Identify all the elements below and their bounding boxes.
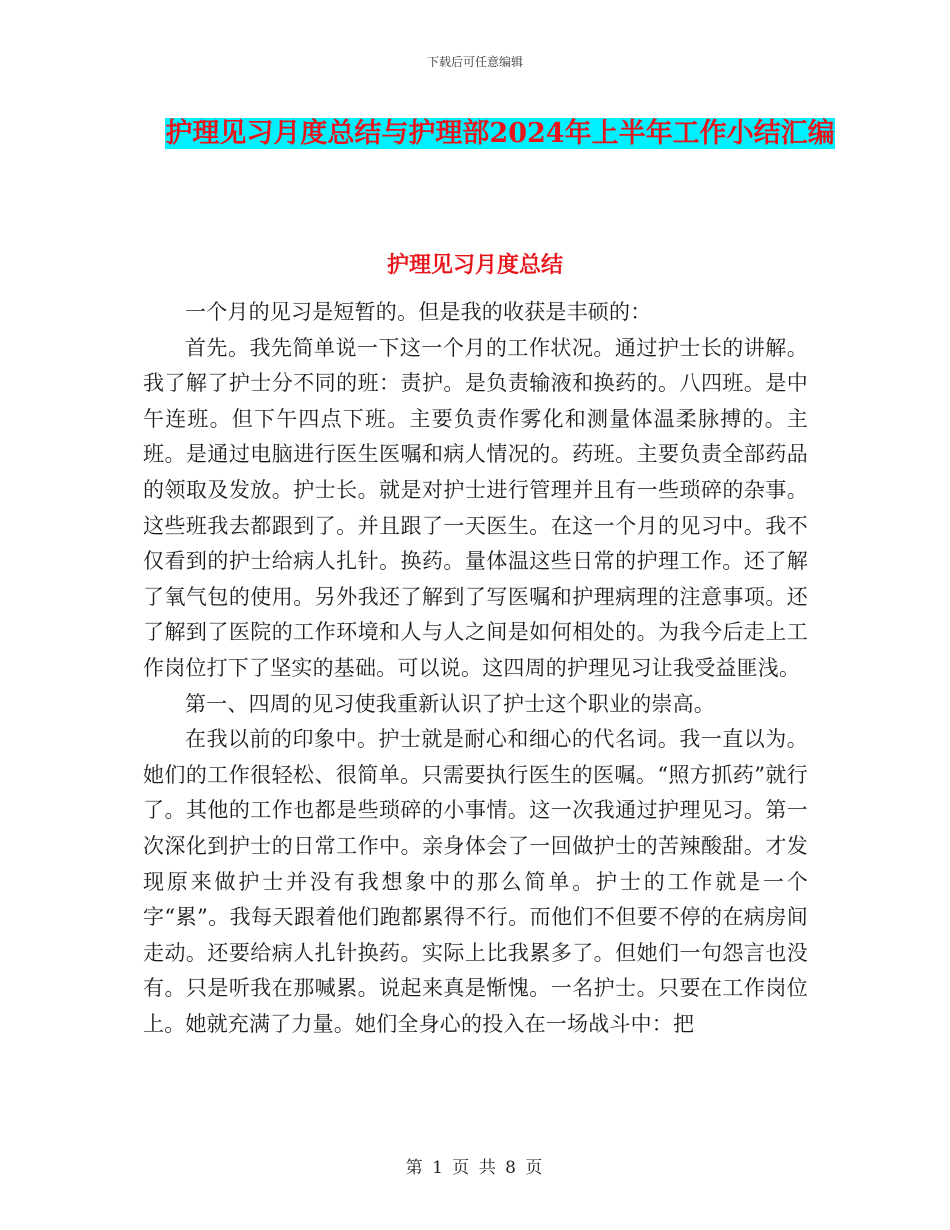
document-title <box>140 112 860 155</box>
page-header-note: 下载后可任意编辑 <box>426 55 523 69</box>
paragraph: 一个月的见习是短暂的。但是我的收获是丰硕的： <box>185 300 652 324</box>
body-text <box>143 295 808 1042</box>
section-title: 护理见习月度总结 <box>386 252 563 278</box>
paragraph: 在我以前的印象中。护士就是耐心和细心的代名词。我一直以为。她们的工作很轻松、很简单。只需要执行医生的医嘱。“照方抓药”就行了。其他的工作也都是些琐碎的小事情。这一次我通过护理见习。第一次深化到护士的日常工作中。亲身体会了一回做护士的苦辣酸甜。才发现原来做护士并没有我想象中的那么简单。护士的工作就是一个字“累”。我每天跟着他们跑都累得不行。而他们不但要不停的在病房间走动。还要给病人扎针换药。实际上比我累多了。但她们一句怨言也没有。只是听我在那喊累。说起来真是惭愧。一名护士。只要在工作岗位上。她就充满了力量。她们全身心的投入在一场战斗中：把 <box>143 727 808 1036</box>
document-title-text: 护理见习月度总结与护理部2024年上半年工作小结汇编 <box>165 118 835 149</box>
page-footer: 第 1 页 共 8 页 <box>405 1158 545 1178</box>
paragraph: 第一、四周的见习使我重新认识了护士这个职业的崇高。 <box>185 691 715 716</box>
paragraph: 首先。我先简单说一下这一个月的工作状况。通过护士长的讲解。我了解了护士分不同的班：责护。是负责输液和换药的。八四班。是中午连班。但下午四点下班。主要负责作雾化和测量体温柔脉搏的。主班。是通过电脑进行医生医嘱和病人情况的。药班。主要负责全部药品的领取及发放。护士长。就是对护士进行管理并且有一些琐碎的杂事。这些班我去都跟到了。并且跟了一天医生。在这一个月的见习中。我不仅看到的护士给病人扎针。换药。量体温这些日常的护理工作。还了解了氧气包的使用。另外我还了解到了写医嘱和护理病理的注意事项。还了解到了医院的工作环境和人与人之间是如何相处的。为我今后走上工作岗位打下了坚实的基础。可以说。这四周的护理见习让我受益匪浅。 <box>143 335 808 680</box>
